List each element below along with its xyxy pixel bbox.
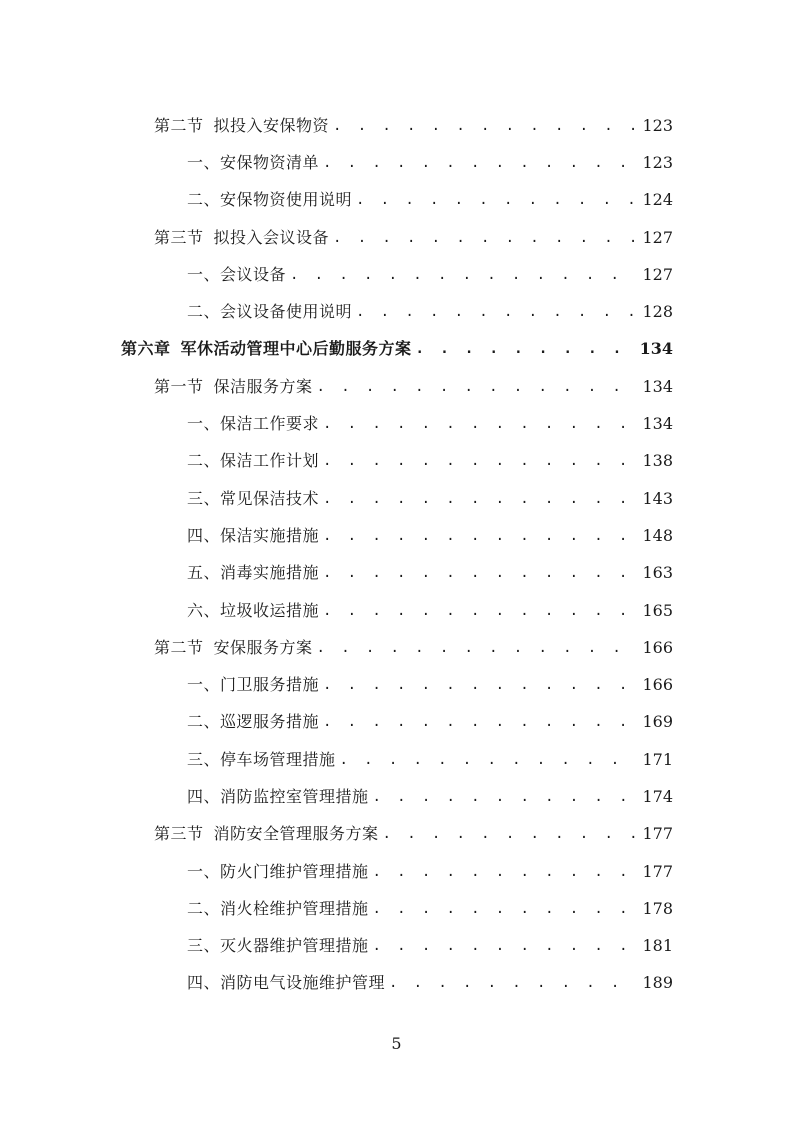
toc-entry-page: 143 [642, 488, 673, 508]
toc-entry-page: 127 [642, 264, 673, 284]
toc-entry-page: 171 [642, 749, 673, 769]
toc-entry-page: 177 [642, 824, 673, 844]
toc-entry-title: 第二节 拟投入安保物资 [154, 115, 330, 135]
toc-entry-page: 128 [642, 302, 673, 322]
toc-entry-title: 二、会议设备使用说明 [187, 302, 353, 322]
toc-entry-page: 177 [642, 861, 673, 881]
toc-entry[interactable] [0, 443, 793, 480]
toc-entry-title: 一、安保物资清单 [187, 152, 320, 172]
toc-entry-page: 124 [642, 190, 673, 210]
toc-leader-dots [323, 601, 636, 621]
toc-leader-dots [373, 936, 637, 956]
toc-entry-page: 134 [639, 339, 673, 359]
toc-entry-title: 四、消防监控室管理措施 [187, 786, 369, 806]
toc-entry-page: 166 [642, 637, 673, 657]
toc-leader-dots [340, 750, 637, 770]
toc-entry-title: 三、停车场管理措施 [187, 749, 336, 769]
toc-entry-title: 三、灭火器维护管理措施 [187, 936, 369, 956]
toc-leader-dots [323, 712, 636, 732]
toc-entry-number: 第六章 [121, 339, 171, 359]
toc-entry-page: 163 [642, 563, 673, 583]
page-number: 5 [391, 1034, 402, 1053]
toc-leader-dots [383, 824, 637, 844]
toc-leader-dots [317, 377, 637, 397]
toc-entry[interactable] [0, 778, 793, 815]
toc-entry[interactable] [0, 890, 793, 927]
toc-entry-title: 二、保洁工作计划 [187, 451, 320, 471]
toc-entry[interactable] [0, 293, 793, 330]
toc-entry-page: 165 [642, 600, 673, 620]
toc-entry-title: 二、消火栓维护管理措施 [187, 898, 369, 918]
toc-leader-dots [323, 153, 636, 173]
toc-entry-title: 五、消毒实施措施 [187, 563, 320, 583]
toc-entry[interactable] [0, 405, 793, 442]
toc-entry[interactable] [0, 928, 793, 965]
toc-entry[interactable] [0, 592, 793, 629]
toc-entry[interactable] [0, 965, 793, 1002]
toc-leader-dots [323, 489, 636, 509]
toc-leader-dots [416, 339, 634, 359]
toc-leader-dots [323, 675, 636, 695]
toc-entry-title: 六、垃圾收运措施 [187, 600, 320, 620]
toc-entry-page: 181 [642, 936, 673, 956]
toc-entry-page: 134 [642, 376, 673, 396]
toc-entry-title: 第六章 军休活动管理中心后勤服务方案 [121, 339, 412, 359]
toc-leader-dots [323, 414, 636, 434]
toc-entry-page: 123 [642, 115, 673, 135]
toc-entry-number: 第一节 [154, 376, 204, 396]
toc-entry-page: 123 [642, 152, 673, 172]
toc-leader-dots [323, 526, 636, 546]
toc-entry[interactable] [0, 666, 793, 703]
toc-entry[interactable] [0, 182, 793, 219]
toc-entry-title: 第一节 保洁服务方案 [154, 376, 313, 396]
toc-entry-title: 三、常见保洁技术 [187, 488, 320, 508]
toc-entry[interactable] [0, 368, 793, 405]
toc-entry[interactable] [0, 219, 793, 256]
toc-leader-dots [317, 638, 637, 658]
toc-entry-title: 第三节 消防安全管理服务方案 [154, 824, 379, 844]
toc-entry-number: 第三节 [154, 824, 204, 844]
toc-entry-title: 第三节 拟投入会议设备 [154, 227, 330, 247]
toc-entry-page: 138 [642, 451, 673, 471]
toc-entry-title: 第二节 安保服务方案 [154, 637, 313, 657]
toc-leader-dots [373, 862, 637, 882]
toc-entry-number: 第三节 [154, 227, 204, 247]
toc-leader-dots [290, 265, 636, 285]
toc-entry-page: 148 [642, 525, 673, 545]
toc-leader-dots [373, 899, 637, 919]
toc-entry[interactable] [0, 704, 793, 741]
toc-leader-dots [333, 228, 636, 248]
toc-entry-page: 127 [642, 227, 673, 247]
toc-entry-title: 二、巡逻服务措施 [187, 712, 320, 732]
toc-leader-dots [356, 190, 636, 210]
toc-entry[interactable] [0, 517, 793, 554]
toc-entry[interactable] [0, 256, 793, 293]
toc-entry-title: 四、消防电气设施维护管理 [187, 973, 386, 993]
toc-entry[interactable] [0, 816, 793, 853]
toc-entry[interactable] [0, 853, 793, 890]
toc-leader-dots [373, 787, 637, 807]
toc-entry[interactable] [0, 741, 793, 778]
toc-entry-title: 一、保洁工作要求 [187, 414, 320, 434]
toc-entry-title: 四、保洁实施措施 [187, 525, 320, 545]
toc-entry[interactable] [0, 107, 793, 144]
toc-leader-dots [389, 973, 636, 993]
toc-leader-dots [323, 563, 636, 583]
toc-entry[interactable] [0, 144, 793, 181]
toc-chapter-entry[interactable] [0, 331, 793, 368]
table-of-contents [0, 107, 793, 1002]
toc-leader-dots [323, 451, 636, 471]
toc-entry[interactable] [0, 555, 793, 592]
toc-entry-title: 一、防火门维护管理措施 [187, 861, 369, 881]
toc-entry-page: 189 [642, 973, 673, 993]
toc-entry-title: 一、门卫服务措施 [187, 675, 320, 695]
toc-entry[interactable] [0, 480, 793, 517]
toc-leader-dots [333, 116, 636, 136]
toc-entry-page: 174 [642, 786, 673, 806]
toc-entry-page: 166 [642, 675, 673, 695]
toc-entry-title: 一、会议设备 [187, 264, 287, 284]
toc-entry-number: 第二节 [154, 115, 204, 135]
toc-entry-page: 134 [642, 414, 673, 434]
toc-entry-page: 169 [642, 712, 673, 732]
toc-entry-number: 第二节 [154, 637, 204, 657]
toc-entry[interactable] [0, 629, 793, 666]
toc-entry-page: 178 [642, 898, 673, 918]
toc-entry-title: 二、安保物资使用说明 [187, 190, 353, 210]
toc-leader-dots [356, 302, 636, 322]
